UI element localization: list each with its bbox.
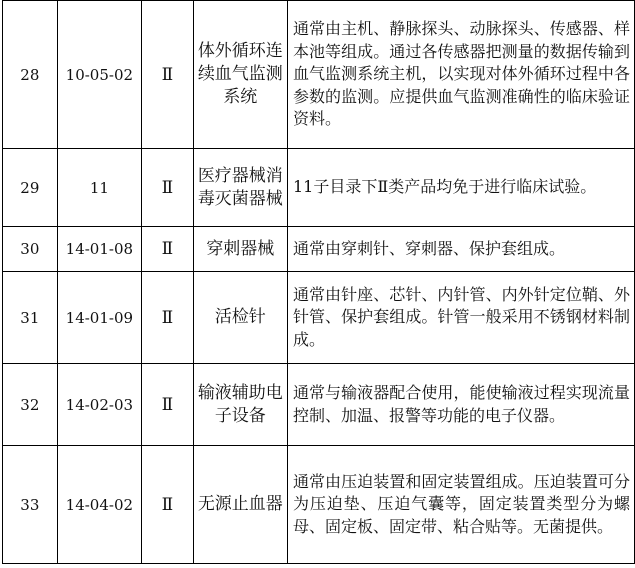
product-name: 医疗器械消毒灭菌器械 bbox=[193, 149, 287, 227]
product-name: 输液辅助电子设备 bbox=[193, 364, 287, 446]
product-name: 体外循环连续血气监测系统 bbox=[193, 1, 287, 149]
catalog-code: 11 bbox=[57, 149, 141, 227]
product-name: 穿刺器械 bbox=[193, 227, 287, 272]
device-class: Ⅱ bbox=[142, 446, 194, 564]
device-class: Ⅱ bbox=[142, 227, 194, 272]
catalog-table bbox=[2, 0, 635, 564]
catalog-code: 14-01-08 bbox=[57, 227, 141, 272]
row-number: 28 bbox=[3, 1, 58, 149]
product-name: 活检针 bbox=[193, 272, 287, 364]
product-description: 通常与输液器配合使用，能使输液过程实现流量控制、加温、报警等功能的电子仪器。 bbox=[287, 364, 634, 446]
table-row bbox=[3, 272, 635, 364]
row-number: 30 bbox=[3, 227, 58, 272]
catalog-code: 14-04-02 bbox=[57, 446, 141, 564]
device-class: Ⅱ bbox=[142, 272, 194, 364]
product-description: 通常由针座、芯针、内针管、内外针定位鞘、外针管、保护套组成。针管一般采用不锈钢材料制成。 bbox=[287, 272, 634, 364]
device-class: Ⅱ bbox=[142, 1, 194, 149]
product-name: 无源止血器 bbox=[193, 446, 287, 564]
product-description: 11子目录下Ⅱ类产品均免于进行临床试验。 bbox=[287, 149, 634, 227]
product-description: 通常由穿刺针、穿刺器、保护套组成。 bbox=[287, 227, 634, 272]
product-description: 通常由压迫装置和固定装置组成。压迫装置可分为压迫垫、压迫气囊等，固定装置类型分为螺母、固定板、固定带、粘合贴等。无菌提供。 bbox=[287, 446, 634, 564]
row-number: 31 bbox=[3, 272, 58, 364]
catalog-code: 14-02-03 bbox=[57, 364, 141, 446]
device-class: Ⅱ bbox=[142, 149, 194, 227]
row-number: 29 bbox=[3, 149, 58, 227]
product-description: 通常由主机、静脉探头、动脉探头、传感器、样本池等组成。通过各传感器把测量的数据传输到血气监测系统主机，以实现对体外循环过程中各参数的监测。应提供血气监测准确性的临床验证资料。 bbox=[287, 1, 634, 149]
row-number: 32 bbox=[3, 364, 58, 446]
table-row bbox=[3, 227, 635, 272]
catalog-code: 14-01-09 bbox=[57, 272, 141, 364]
table-row bbox=[3, 446, 635, 564]
table-row bbox=[3, 149, 635, 227]
catalog-code: 10-05-02 bbox=[57, 1, 141, 149]
table-row bbox=[3, 1, 635, 149]
device-class: Ⅱ bbox=[142, 364, 194, 446]
row-number: 33 bbox=[3, 446, 58, 564]
table-row bbox=[3, 364, 635, 446]
